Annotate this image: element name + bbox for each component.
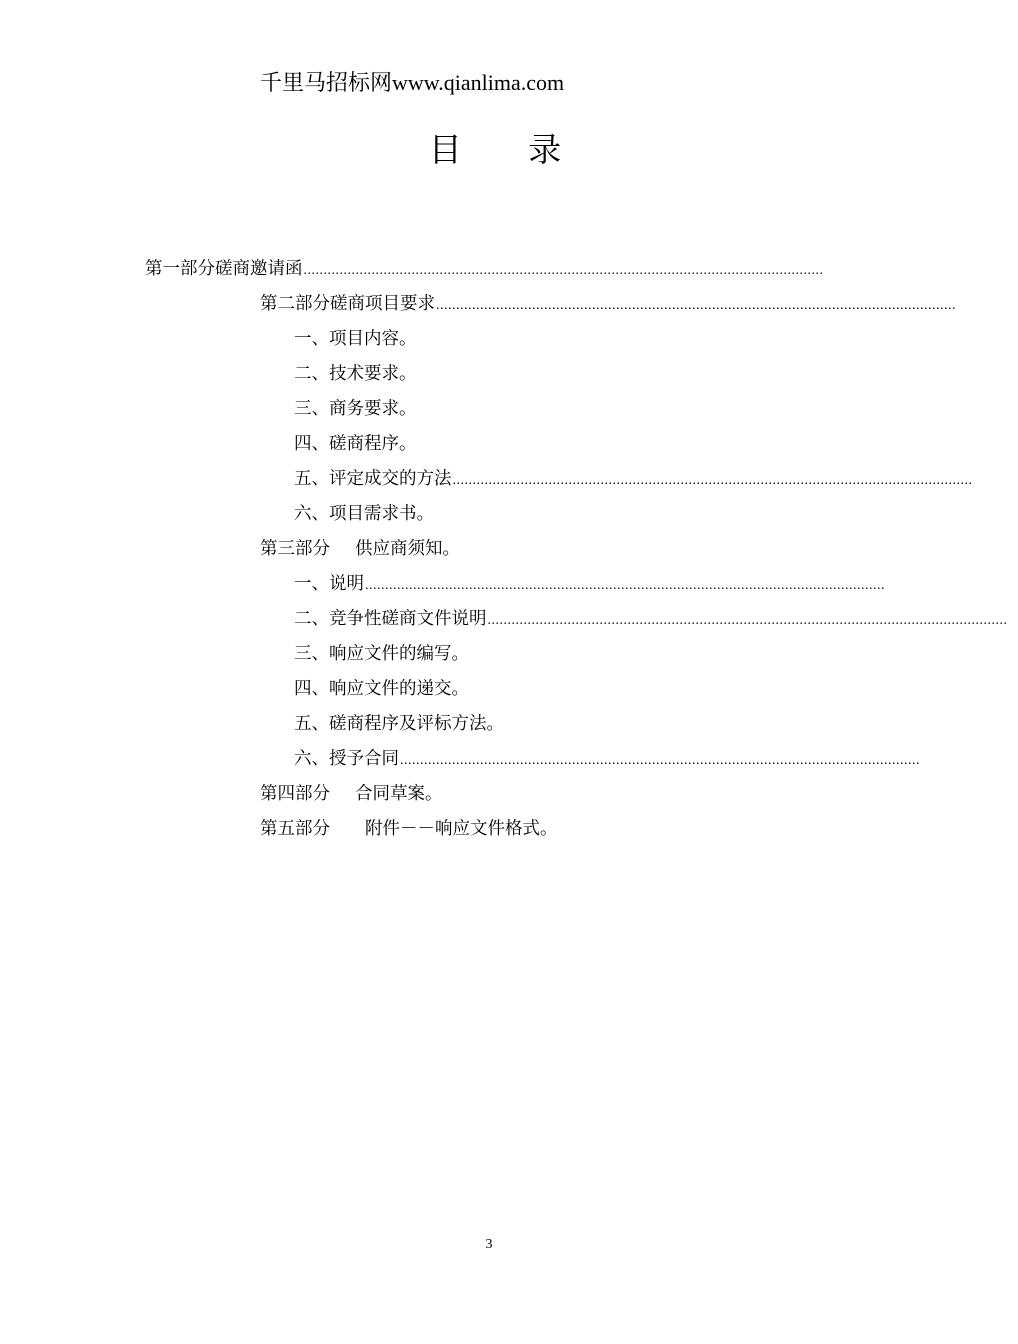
toc-entry-2-3[interactable] bbox=[294, 396, 417, 422]
toc-leader-dots: .................................................................................................................................. bbox=[303, 263, 824, 278]
toc-part-number: 第一部分 bbox=[145, 259, 215, 279]
toc-entry-label: 供应商须知。 bbox=[355, 539, 460, 559]
toc-entry-label: 四、磋商程序。 bbox=[294, 434, 417, 454]
toc-entry-label: 四、响应文件的递交。 bbox=[294, 679, 469, 699]
toc-part-number: 第三部分 bbox=[260, 539, 330, 559]
toc-entry-3-6[interactable] bbox=[294, 746, 920, 772]
toc-entry-2-1[interactable] bbox=[294, 326, 417, 352]
toc-entry-3-3[interactable] bbox=[294, 641, 469, 667]
toc-entry-label: 三、商务要求。 bbox=[294, 399, 417, 419]
toc-entry-label: 六、授予合同 bbox=[294, 749, 399, 769]
toc-leader-dots: .................................................................................................................................. bbox=[365, 578, 885, 593]
toc-leader-dots: .................................................................................................................................. bbox=[452, 473, 973, 488]
site-brand: 千里马招标网 bbox=[260, 71, 393, 96]
toc-entry-label: 二、竞争性磋商文件说明 bbox=[294, 609, 487, 629]
toc-entry-label: 合同草案。 bbox=[355, 784, 443, 804]
toc-title: 目 录 bbox=[428, 130, 590, 169]
toc-entry-label: 磋商邀请函 bbox=[215, 259, 303, 279]
toc-entry-2-4[interactable] bbox=[294, 431, 417, 457]
toc-entry-part-1[interactable] bbox=[145, 256, 824, 282]
toc-entry-part-2[interactable] bbox=[260, 291, 956, 317]
toc-entry-label: 附件－－响应文件格式。 bbox=[365, 819, 558, 839]
toc-entry-part-3[interactable] bbox=[260, 536, 460, 562]
toc-entry-3-1[interactable] bbox=[294, 571, 885, 597]
toc-entry-2-5[interactable] bbox=[294, 466, 973, 492]
toc-entry-label: 五、磋商程序及评标方法。 bbox=[294, 714, 504, 734]
toc-entry-2-6[interactable] bbox=[294, 501, 434, 527]
page-number: 3 bbox=[485, 1237, 493, 1252]
toc-entry-label: 三、响应文件的编写。 bbox=[294, 644, 469, 664]
toc-entry-label: 二、技术要求。 bbox=[294, 364, 417, 384]
toc-leader-dots: .................................................................................................................................. bbox=[400, 753, 920, 768]
site-url: www.qianlima.com bbox=[392, 70, 565, 95]
toc-entry-3-5[interactable] bbox=[294, 711, 504, 737]
toc-entry-label: 一、项目内容。 bbox=[294, 329, 417, 349]
toc-leader-dots: .................................................................................................................................. bbox=[487, 613, 1008, 628]
toc-entry-3-4[interactable] bbox=[294, 676, 469, 702]
toc-part-number: 第二部分 bbox=[260, 294, 330, 314]
toc-entry-label: 五、评定成交的方法 bbox=[294, 469, 452, 489]
toc-entry-label: 一、说明 bbox=[294, 574, 364, 594]
toc-part-number: 第四部分 bbox=[260, 784, 330, 804]
toc-entry-part-4[interactable] bbox=[260, 781, 443, 807]
toc-entry-label: 六、项目需求书。 bbox=[294, 504, 434, 524]
toc-leader-dots: .................................................................................................................................. bbox=[436, 298, 956, 313]
toc-part-number: 第五部分 bbox=[260, 819, 330, 839]
toc-entry-part-5[interactable] bbox=[260, 816, 558, 842]
toc-entry-3-2[interactable] bbox=[294, 606, 1008, 632]
site-header bbox=[260, 68, 564, 99]
toc-entry-2-2[interactable] bbox=[294, 361, 417, 387]
toc-entry-label: 磋商项目要求 bbox=[330, 294, 435, 314]
